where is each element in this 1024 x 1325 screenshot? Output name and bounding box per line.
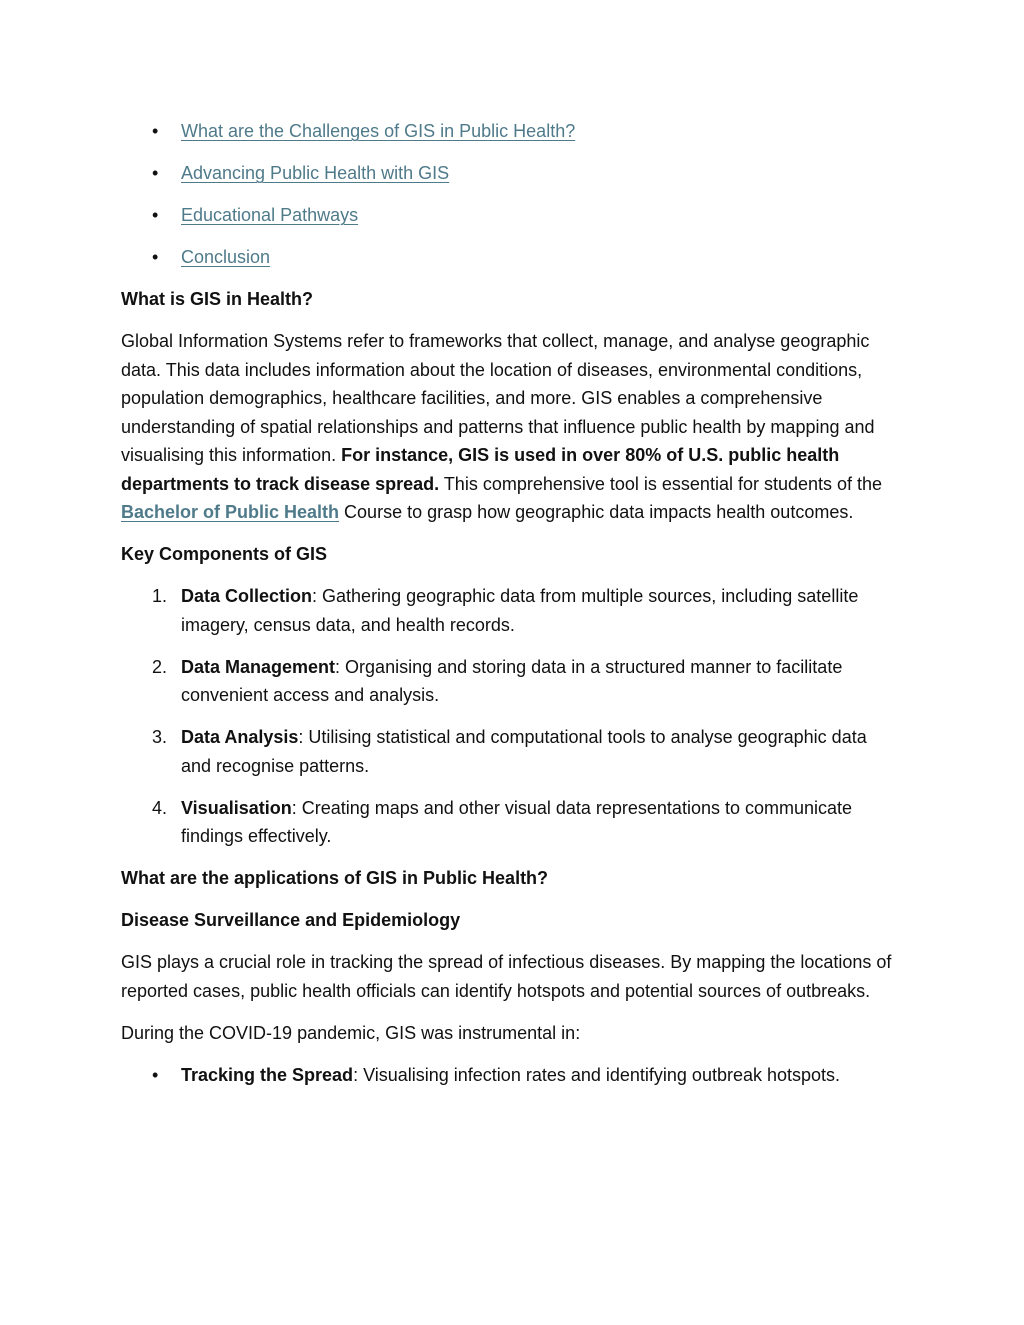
subheading-disease-surveillance: Disease Surveillance and Epidemiology xyxy=(121,910,461,930)
list-item xyxy=(121,582,901,639)
item-term: Data Management xyxy=(181,656,336,677)
section-heading-key-components: Key Components of GIS xyxy=(121,544,328,564)
item-term: Data Collection xyxy=(181,586,313,606)
bullet-icon: • xyxy=(152,121,159,141)
bullet-icon: • xyxy=(152,205,159,225)
toc-item xyxy=(121,201,901,230)
paragraph-text: Global Information Systems refer to frameworks that collect, manage, and analyse geographic data. This data includes information about the location of diseases, environmental conditions, population demographics, healthcare facilities, and more. GIS enables a comprehensive understanding of spatial relationships and patterns that influence public health by mapping and visualising this information. xyxy=(121,331,875,465)
table-of-contents xyxy=(121,117,901,272)
list-item xyxy=(121,723,901,780)
list-number: 2. xyxy=(152,656,168,677)
item-description: : Organising and storing data in a structured manner to facilitate convenient access and analysis. xyxy=(181,656,843,705)
paragraph-text: Course to grasp how geographic data impacts health outcomes. xyxy=(339,502,854,522)
list-item xyxy=(121,1061,901,1090)
section-heading-applications: What are the applications of GIS in Public Health? xyxy=(121,868,549,888)
paragraph-gis-definition xyxy=(121,327,901,527)
list-number: 1. xyxy=(152,586,168,606)
section-heading-what-is-gis: What is GIS in Health? xyxy=(121,289,314,309)
toc-link-challenges[interactable]: What are the Challenges of GIS in Public Health? xyxy=(181,121,576,141)
list-number: 3. xyxy=(152,727,168,747)
list-item xyxy=(121,794,901,851)
item-description: : Visualising infection rates and identifying outbreak hotspots. xyxy=(353,1064,841,1085)
item-description: : Creating maps and other visual data representations to communicate findings effectively. xyxy=(181,797,853,846)
bullet-icon: • xyxy=(152,1064,159,1085)
bullet-icon: • xyxy=(152,163,159,183)
covid-bullets xyxy=(121,1061,901,1090)
toc-link-conclusion[interactable]: Conclusion xyxy=(181,247,271,267)
item-description: : Utilising statistical and computational tools to analyse geographic data and recognise patterns. xyxy=(181,727,867,776)
paragraph-surveillance: GIS plays a crucial role in tracking the spread of infectious diseases. By mapping the locations of reported cases, public health officials can identify hotspots and potential sources of outbreaks. xyxy=(121,952,892,1001)
list-number: 4. xyxy=(152,797,168,818)
paragraph-covid: During the COVID-19 pandemic, GIS was instrumental in: xyxy=(121,1022,581,1043)
toc-item xyxy=(121,117,901,146)
item-term: Visualisation xyxy=(181,797,292,818)
bachelor-public-health-link[interactable]: Bachelor of Public Health xyxy=(121,502,340,522)
document-content xyxy=(121,117,901,1103)
toc-item xyxy=(121,243,901,272)
toc-link-educational[interactable]: Educational Pathways xyxy=(181,205,359,225)
toc-link-advancing[interactable]: Advancing Public Health with GIS xyxy=(181,163,450,183)
bold-statistic: For instance, GIS is used in over 80% of U.S. public health departments to track disease spread. xyxy=(121,445,840,494)
list-item xyxy=(121,653,901,710)
bullet-icon: • xyxy=(152,247,159,267)
toc-item xyxy=(121,159,901,188)
item-term: Data Analysis xyxy=(181,727,299,747)
paragraph-text: This comprehensive tool is essential for students of the xyxy=(439,473,883,494)
item-description: : Gathering geographic data from multiple sources, including satellite imagery, census data, and health records. xyxy=(181,586,859,635)
item-term: Tracking the Spread xyxy=(181,1064,354,1085)
components-list xyxy=(121,582,901,851)
